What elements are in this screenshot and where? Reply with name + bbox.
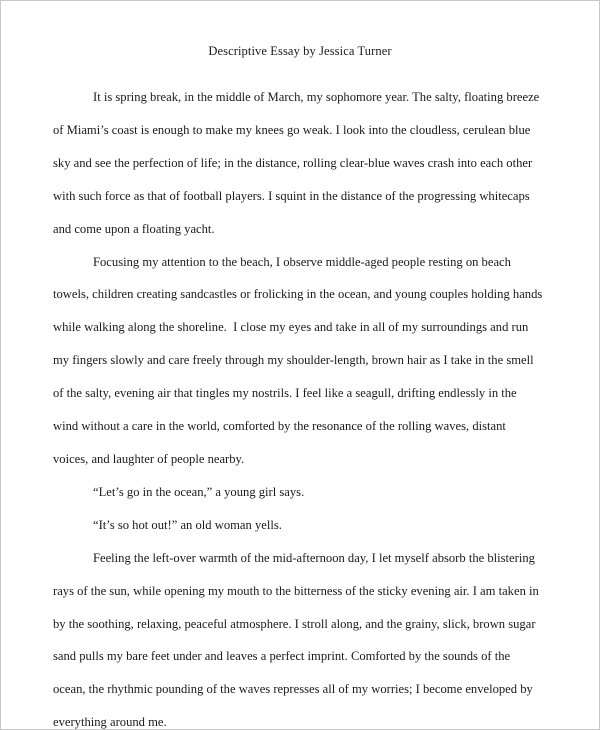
paragraph-line: wind without a care in the world, comforted by the resonance of the rolling waves, distant: [53, 419, 506, 434]
paragraph-line: by the soothing, relaxing, peaceful atmosphere. I stroll along, and the grainy, slick, brown sugar: [53, 616, 536, 631]
paragraph-line: sky and see the perfection of life; in the distance, rolling clear-blue waves crash into each other: [53, 155, 533, 170]
paragraph-line: Focusing my attention to the beach, I observe middle-aged people resting on beach: [93, 254, 511, 269]
paragraph-line: my fingers slowly and care freely through my shoulder-length, brown hair as I take in the smell: [53, 353, 534, 368]
paragraph-line: Feeling the left-over warmth of the mid-afternoon day, I let myself absorb the blistering: [93, 550, 535, 565]
paragraph: [53, 476, 553, 509]
paragraph-line: ocean, the rhythmic pounding of the waves represses all of my worries; I become enveloped by: [53, 682, 533, 697]
document-body: [1, 59, 599, 730]
paragraph: [53, 542, 553, 730]
paragraph-line: “Let’s go in the ocean,” a young girl says.: [93, 484, 305, 499]
paragraph-line: “It’s so hot out!” an old woman yells.: [93, 517, 282, 532]
paragraph-line: with such force as that of football players. I squint in the distance of the progressing whitecaps: [53, 188, 530, 203]
paragraph-line: everything around me.: [53, 715, 167, 730]
paragraph-line: sand pulls my bare feet under and leaves a perfect imprint. Comforted by the sounds of the: [53, 649, 511, 664]
paragraph-line: towels, children creating sandcastles or frolicking in the ocean, and young couples holding hands: [53, 287, 543, 302]
paragraph: [53, 81, 553, 246]
paragraph-line: It is spring break, in the middle of March, my sophomore year. The salty, floating breeze: [93, 90, 540, 104]
paragraph: [53, 509, 553, 542]
paragraph-line: of the salty, evening air that tingles my nostrils. I feel like a seagull, drifting endlessly in the: [53, 386, 517, 401]
paragraph: [53, 246, 553, 476]
page-title: Descriptive Essay by Jessica Turner: [208, 44, 392, 58]
paragraph-line: while walking along the shoreline. I close my eyes and take in all of my surroundings and run: [53, 320, 529, 335]
paragraph-line: voices, and laughter of people nearby.: [53, 451, 245, 466]
paragraph-line: and come upon a floating yacht.: [53, 221, 215, 236]
paragraph-line: rays of the sun, while opening my mouth to the bitterness of the sticky evening air. I am taken in: [53, 583, 539, 598]
paragraph-line: of Miami’s coast is enough to make my knees go weak. I look into the cloudless, cerulean blue: [53, 122, 531, 137]
